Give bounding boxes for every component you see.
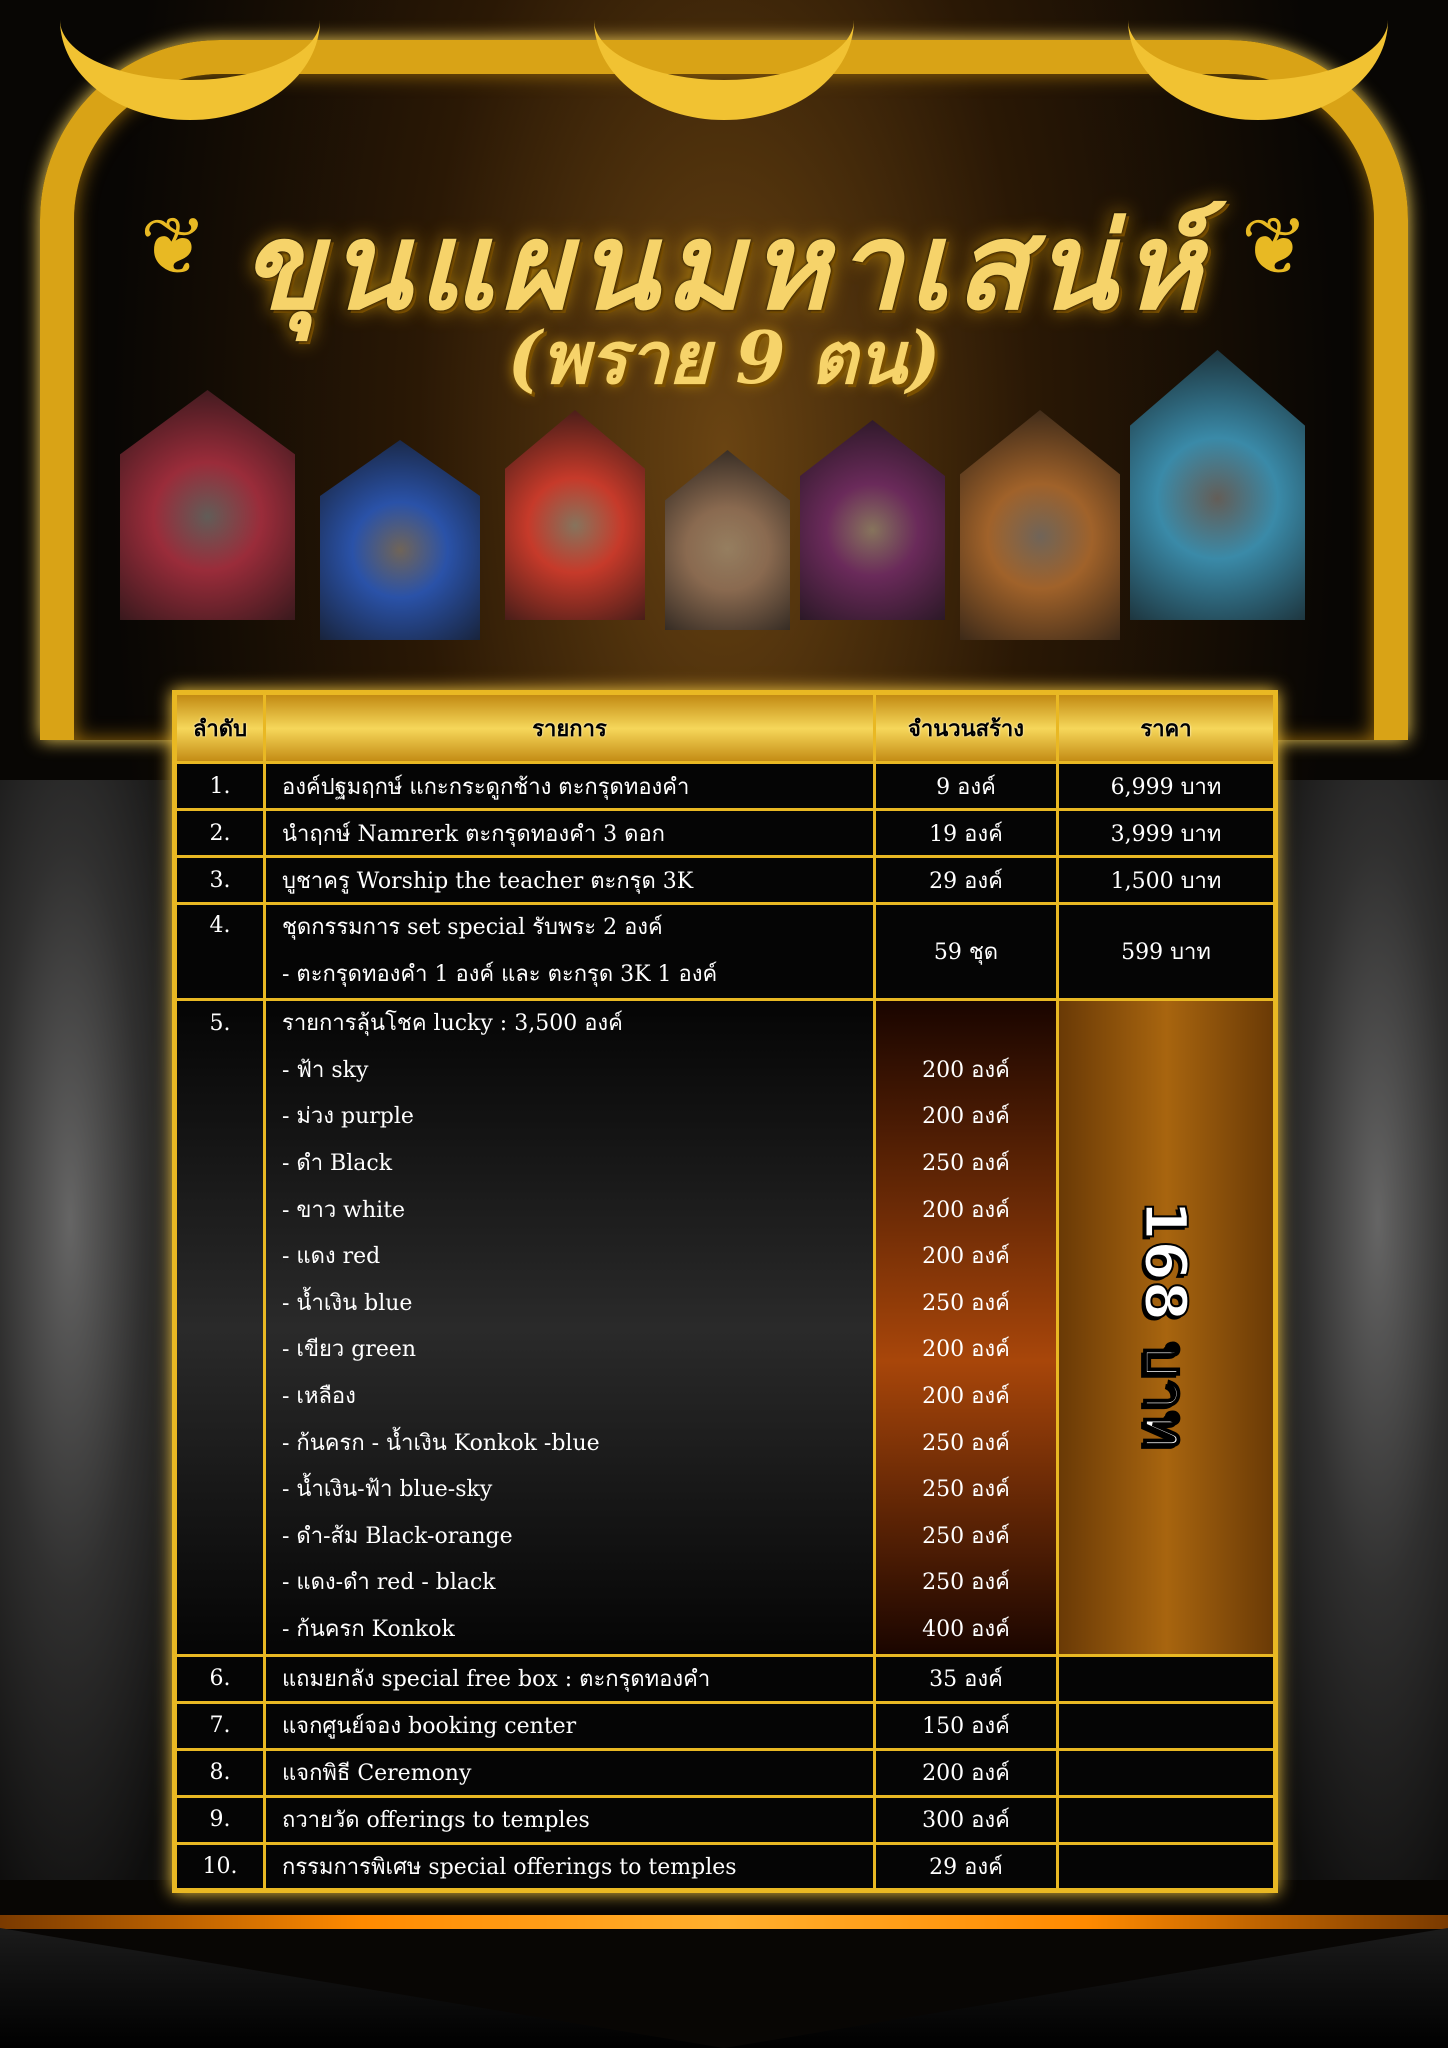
row-quantity: 29 องค์	[875, 857, 1058, 904]
row-quantity: 200 องค์	[875, 1749, 1058, 1796]
row-quantity: 300 องค์	[875, 1796, 1058, 1843]
row-item: ถวายวัด offerings to temples	[265, 1796, 875, 1843]
lucky-item: - ดำ Black	[282, 1150, 393, 1176]
amulet-image	[800, 420, 945, 620]
row-price-empty	[1058, 1655, 1276, 1702]
row-price-empty	[1058, 1749, 1276, 1796]
row-number: 10.	[175, 1843, 265, 1890]
row-price-empty	[1058, 1796, 1276, 1843]
table-row	[175, 1655, 1276, 1702]
amulet-image	[505, 410, 645, 620]
header-no: ลำดับ	[175, 693, 265, 763]
row-number: 7.	[175, 1702, 265, 1749]
lucky-quantity: 250 องค์	[922, 1523, 1010, 1549]
thai-ornament-left-icon: ❦	[140, 200, 208, 293]
row-quantity: 9 องค์	[875, 763, 1058, 810]
row-item: บูชาครู Worship the teacher ตะกรุด 3K	[265, 857, 875, 904]
amulet-image	[120, 390, 295, 620]
row-number: 8.	[175, 1749, 265, 1796]
lucky-item: - ก้นครก - น้ำเงิน Konkok -blue	[282, 1430, 600, 1456]
table-row-lucky	[175, 1000, 1276, 1655]
amulet-background-left	[0, 780, 200, 1880]
header-price: ราคา	[1058, 693, 1276, 763]
poster-subtitle: (พราย 9 ตน)	[507, 315, 941, 400]
lucky-quantity: 200 องค์	[922, 1197, 1010, 1223]
lucky-quantity: 250 องค์	[922, 1430, 1010, 1456]
row-item: กรรมการพิเศษ special offerings to temples	[265, 1843, 875, 1890]
lucky-quantity: 200 องค์	[922, 1337, 1010, 1363]
lucky-item: - ก้นครก Konkok	[282, 1616, 455, 1642]
lucky-quantity: 250 องค์	[922, 1570, 1010, 1596]
amulet-background-right	[1248, 780, 1448, 1880]
table-header	[175, 693, 1276, 763]
table-row	[175, 857, 1276, 904]
lucky-item: - แดง-ดำ red - black	[282, 1570, 496, 1596]
lucky-quantity: 250 องค์	[922, 1477, 1010, 1503]
amulet-image	[960, 410, 1120, 640]
lucky-item: - น้ำเงิน-ฟ้า blue-sky	[282, 1477, 493, 1503]
lucky-quantity: 200 องค์	[922, 1057, 1010, 1083]
table-row	[175, 1749, 1276, 1796]
orange-band	[0, 1915, 1448, 1929]
lucky-quantities	[875, 1000, 1058, 1655]
price-table	[172, 690, 1278, 1893]
row-item	[265, 904, 875, 1000]
row-item: นำฤกษ์ Namrerk ตะกรุดทองคำ 3 ดอก	[265, 810, 875, 857]
lucky-item: - ฟ้า sky	[282, 1057, 369, 1083]
row-number: 3.	[175, 857, 265, 904]
amulet-image	[320, 440, 480, 640]
row-number: 5.	[175, 1000, 265, 1655]
row-price-empty	[1058, 1843, 1276, 1890]
row-number: 4.	[175, 904, 265, 1000]
table-row	[175, 810, 1276, 857]
lucky-item: - น้ำเงิน blue	[282, 1290, 413, 1316]
row-number: 1.	[175, 763, 265, 810]
lucky-price: 168 บาท	[1131, 1199, 1200, 1449]
row-quantity: 59 ชุด	[875, 904, 1058, 1000]
amulet-image	[1130, 350, 1305, 620]
lucky-item: - ม่วง purple	[282, 1104, 414, 1130]
header-qty: จำนวนสร้าง	[875, 693, 1058, 763]
item-line: รายการลุ้นโชค lucky : 3,500 องค์	[282, 1011, 623, 1037]
row-item: แจกศูนย์จอง booking center	[265, 1702, 875, 1749]
row-price-empty	[1058, 1702, 1276, 1749]
row-quantity: 35 องค์	[875, 1655, 1058, 1702]
poster-title: ขุนแผนมหาเสน่ห์	[240, 196, 1208, 337]
amulet-image	[665, 450, 790, 630]
lucky-quantity: 200 องค์	[922, 1244, 1010, 1270]
row-item: แจกพิธี Ceremony	[265, 1749, 875, 1796]
row-quantity: 150 องค์	[875, 1702, 1058, 1749]
table-row	[175, 904, 1276, 1000]
lucky-items	[265, 1000, 875, 1655]
lucky-price-cell	[1058, 1000, 1276, 1655]
row-price: 599 บาท	[1058, 904, 1276, 1000]
lucky-quantity: 250 องค์	[922, 1150, 1010, 1176]
header-item: รายการ	[265, 693, 875, 763]
lucky-quantity: 400 องค์	[922, 1616, 1010, 1642]
lucky-item: - เหลือง	[282, 1383, 356, 1409]
lucky-quantity: 200 องค์	[922, 1104, 1010, 1130]
row-number: 6.	[175, 1655, 265, 1702]
table-row	[175, 1702, 1276, 1749]
table-row	[175, 763, 1276, 810]
lucky-item: - ขาว white	[282, 1197, 406, 1223]
thai-ornament-right-icon: ❦	[1240, 200, 1308, 293]
lucky-item: - แดง red	[282, 1244, 381, 1270]
row-number: 2.	[175, 810, 265, 857]
row-item: แถมยกลัง special free box : ตะกรุดทองคำ	[265, 1655, 875, 1702]
item-line: ชุดกรรมการ set special รับพระ 2 องค์	[282, 915, 663, 940]
lucky-quantity: 250 องค์	[922, 1290, 1010, 1316]
row-quantity: 29 องค์	[875, 1843, 1058, 1890]
lucky-quantity: 200 องค์	[922, 1383, 1010, 1409]
row-item: องค์ปฐมฤกษ์ แกะกระดูกช้าง ตะกรุดทองคำ	[265, 763, 875, 810]
row-number: 9.	[175, 1796, 265, 1843]
lucky-item: - เขียว green	[282, 1337, 417, 1363]
lucky-item: - ดำ-ส้ม Black-orange	[282, 1523, 513, 1549]
row-quantity: 19 องค์	[875, 810, 1058, 857]
row-price: 1,500 บาท	[1058, 857, 1276, 904]
row-price: 3,999 บาท	[1058, 810, 1276, 857]
table-row	[175, 1843, 1276, 1890]
item-line: - ตะกรุดทองคำ 1 องค์ และ ตะกรุด 3K 1 องค์	[282, 961, 718, 987]
row-price: 6,999 บาท	[1058, 763, 1276, 810]
amulet-images	[120, 350, 1330, 650]
table-row	[175, 1796, 1276, 1843]
